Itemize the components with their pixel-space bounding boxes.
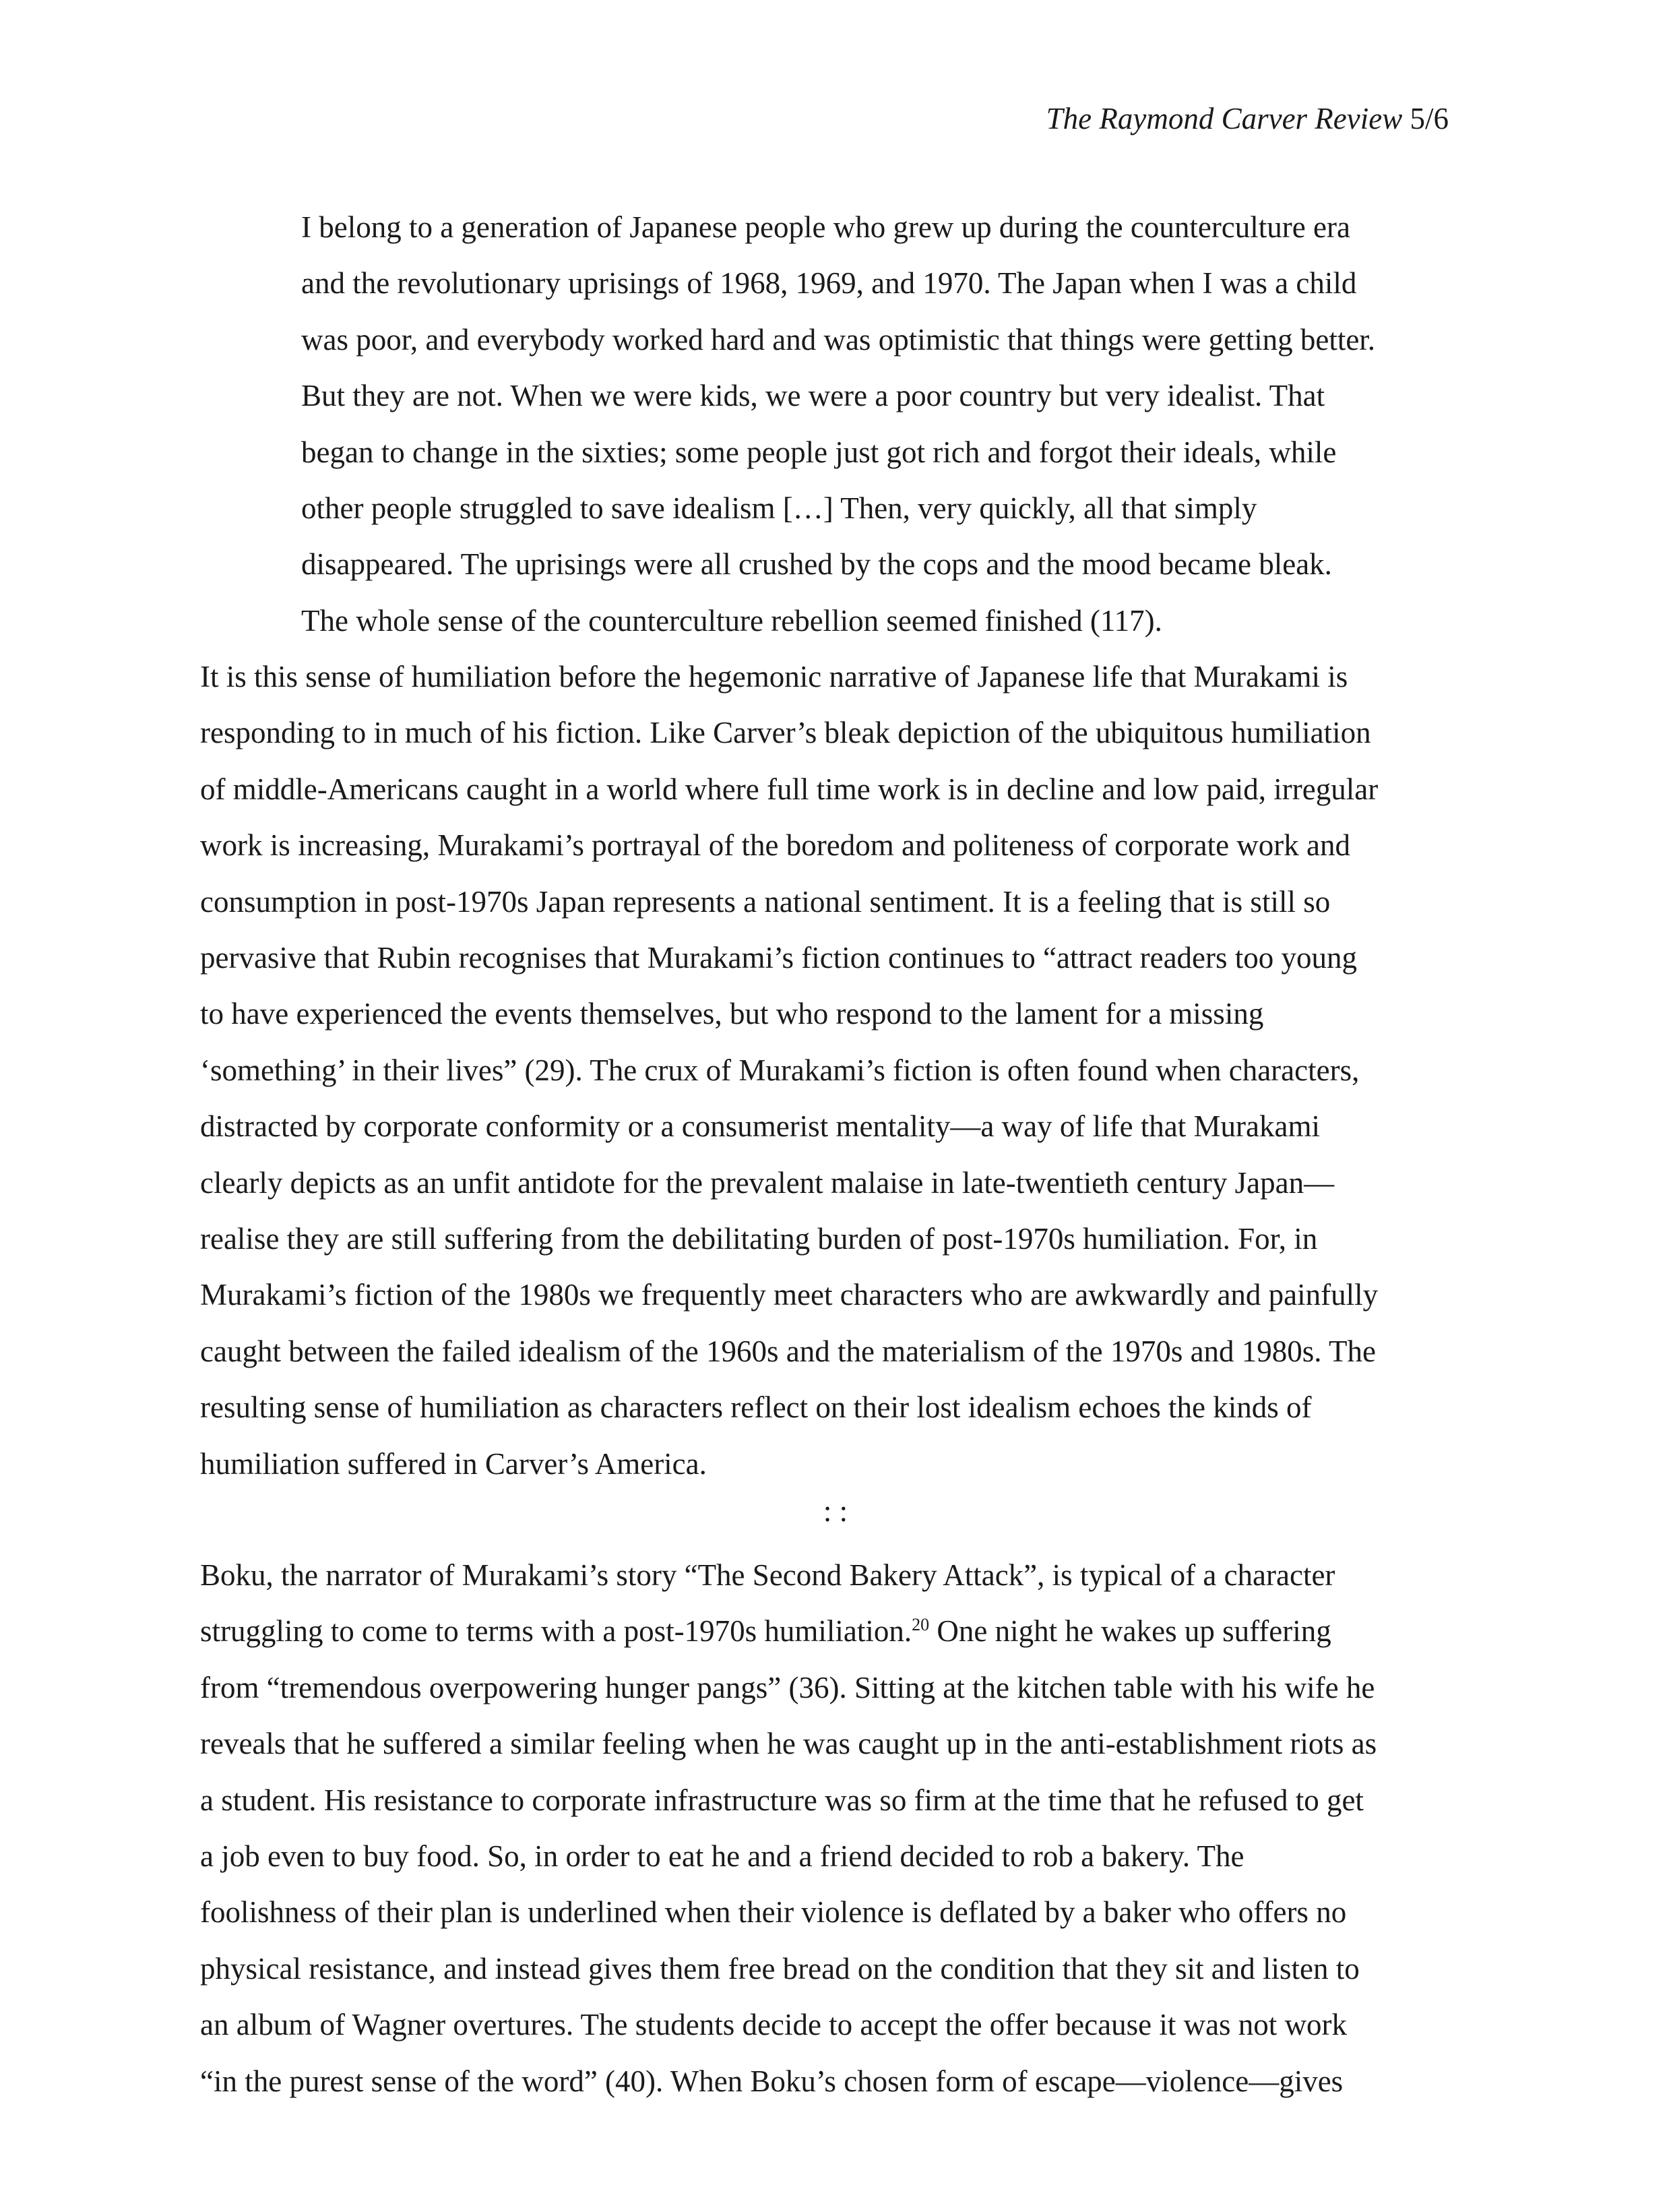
running-header [1046,98,1449,139]
quote-line: I belong to a generation of Japanese people who grew up during the counterculture era [301,210,1350,244]
paragraph-line: work is increasing, Murakami’s portrayal of the boredom and politeness of corporate work and [200,828,1351,863]
paragraph-line: of middle-Americans caught in a world where full time work is in decline and low paid, irregular [200,772,1379,806]
paragraph-line: resulting sense of humiliation as characters reflect on their lost idealism echoes the kinds of [200,1390,1312,1425]
quote-line: other people struggled to save idealism […] Then, very quickly, all that simply [301,491,1257,526]
paragraph-line [200,1603,1467,1659]
paragraph-line: It is this sense of humiliation before the hegemonic narrative of Japanese life that Murakami is [200,660,1348,694]
paragraph-line: a job even to buy food. So, in order to eat he and a friend decided to rob a bakery. The [200,1839,1244,1874]
paragraph-line: clearly depicts as an unfit antidote for the prevalent malaise in late-twentieth century Japan— [200,1165,1335,1200]
quote-line: The whole sense of the counterculture rebellion seemed finished (117). [301,603,1162,638]
quote-line: began to change in the sixties; some people just got rich and forgot their ideals, while [301,435,1337,469]
paragraph-line: “in the purest sense of the word” (40). When Boku’s chosen form of escape—violence—gives [200,2064,1344,2098]
paragraph-line: pervasive that Rubin recognises that Murakami’s fiction continues to “attract readers too young [200,941,1358,975]
paragraph-line: from “tremendous overpowering hunger pangs” (36). Sitting at the kitchen table with his wife he [200,1670,1375,1704]
footnote-marker[interactable]: 20 [912,1615,930,1635]
page-number: 5/6 [1410,102,1449,135]
paragraph-line: to have experienced the events themselves, but who respond to the lament for a missing [200,997,1264,1031]
paragraph-line: foolishness of their plan is underlined when their violence is deflated by a baker who offers no [200,1895,1347,1930]
paragraph-text: One night he wakes up suffering [929,1614,1331,1649]
paragraph-line: responding to in much of his fiction. Like Carver’s bleak depiction of the ubiquitous humiliation [200,716,1371,750]
paragraph-line: physical resistance, and instead gives them free bread on the condition that they sit and listen to [200,1951,1360,1986]
body-paragraph-1 [200,649,1467,1492]
block-quote [301,199,1460,649]
paragraph-line: Boku, the narrator of Murakami’s story “The Second Bakery Attack”, is typical of a character [200,1558,1335,1592]
paragraph-line: Murakami’s fiction of the 1980s we frequently meet characters who are awkwardly and painfully [200,1278,1379,1312]
paragraph-text: struggling to come to terms with a post-1970s humiliation. [200,1614,912,1649]
section-break: : : [823,1494,848,1528]
paragraph-line: reveals that he suffered a similar feeling when he was caught up in the anti-establishment riots as [200,1727,1377,1761]
paragraph-line: realise they are still suffering from the debilitating burden of post-1970s humiliation. For, in [200,1222,1318,1256]
journal-title: The Raymond Carver Review [1046,102,1403,135]
paragraph-line: a student. His resistance to corporate infrastructure was so firm at the time that he refused to get [200,1783,1364,1817]
quote-line: But they are not. When we were kids, we were a poor country but very idealist. That [301,379,1325,413]
quote-line: was poor, and everybody worked hard and was optimistic that things were getting better. [301,322,1376,357]
paragraph-line: distracted by corporate conformity or a consumerist mentality—a way of life that Murakami [200,1109,1320,1144]
paragraph-line: an album of Wagner overtures. The students decide to accept the offer because it was not work [200,2008,1348,2042]
paragraph-line: consumption in post-1970s Japan represents a national sentiment. It is a feeling that is still so [200,884,1331,919]
paragraph-line: caught between the failed idealism of the 1960s and the materialism of the 1970s and 1980s. The [200,1334,1376,1368]
quote-line: disappeared. The uprisings were all crushed by the cops and the mood became bleak. [301,547,1332,582]
body-paragraph-2 [200,1547,1467,2110]
quote-line: and the revolutionary uprisings of 1968, 1969, and 1970. The Japan when I was a child [301,266,1357,301]
paragraph-line: humiliation suffered in Carver’s America. [200,1446,707,1481]
paragraph-line: ‘something’ in their lives” (29). The crux of Murakami’s fiction is often found when characters, [200,1053,1360,1087]
